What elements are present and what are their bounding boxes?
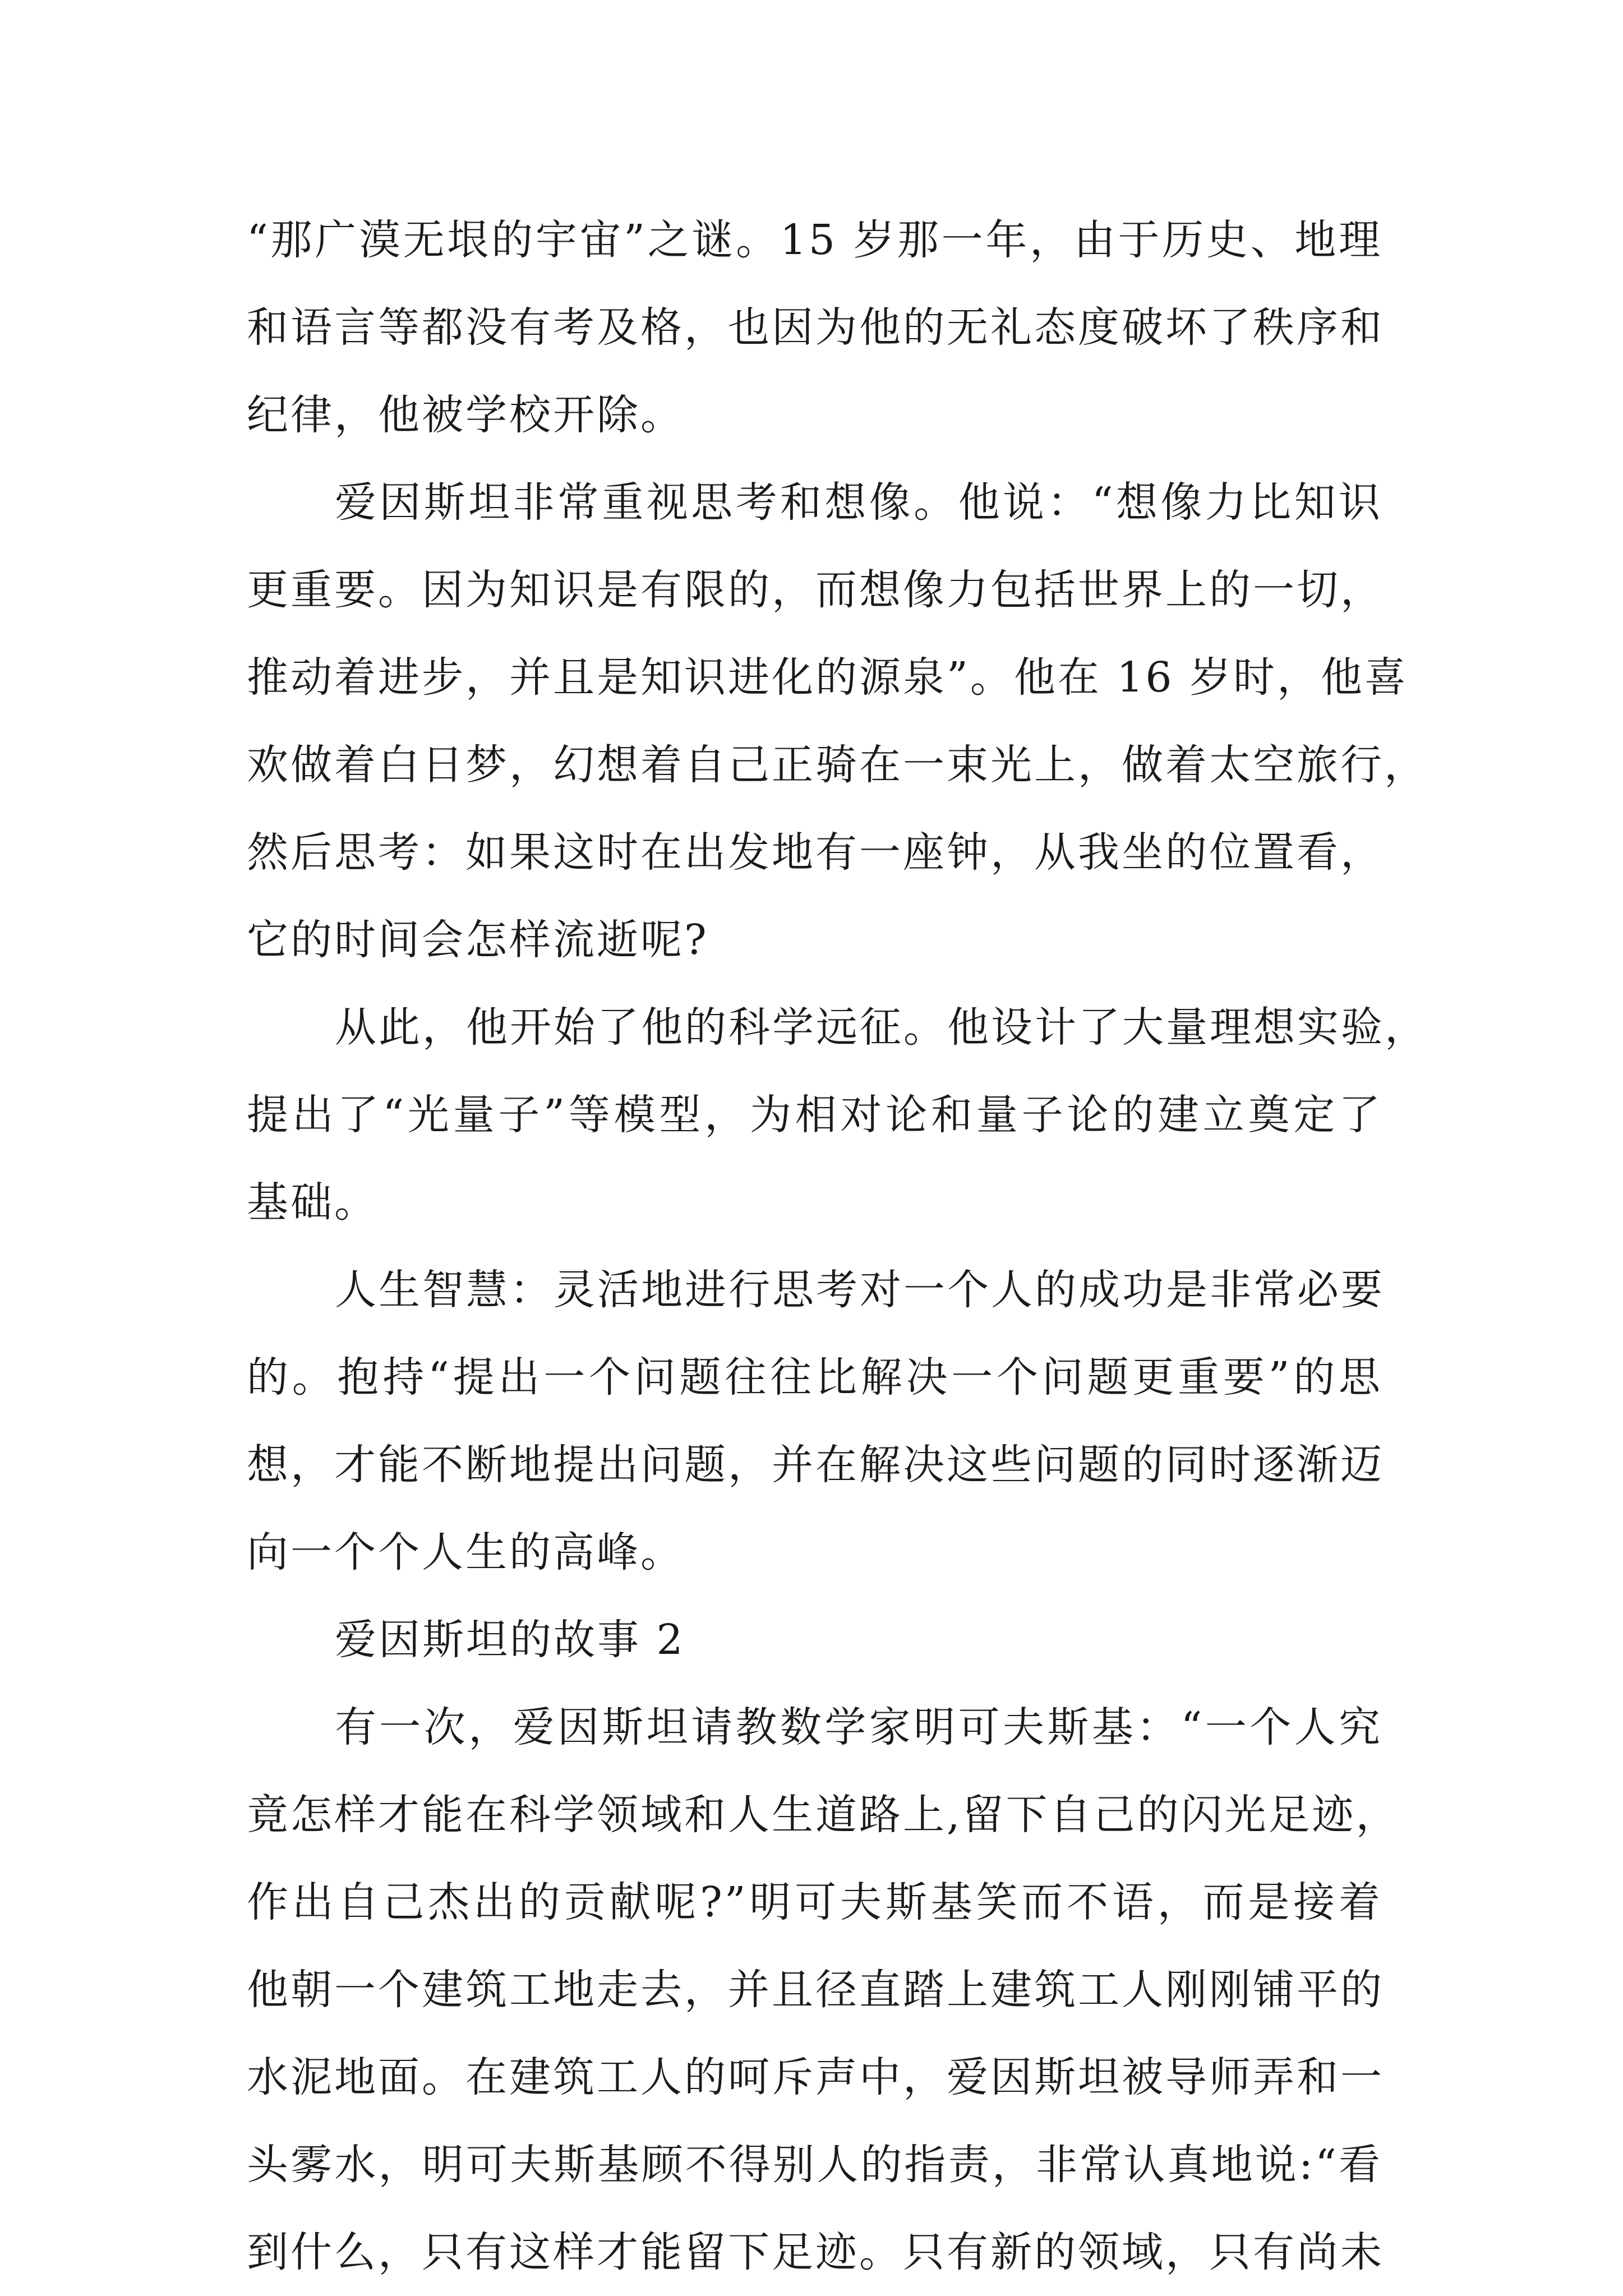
text-line: 基础。 <box>247 1178 378 1227</box>
text-line: 欢做着白日梦，幻想着自己正骑在一束光上，做着太空旅行， <box>247 741 1428 789</box>
paragraph-first-line: 有一次，爱因斯坦请教数学家明可夫斯基：“一个人究 <box>335 1703 1382 1751</box>
text-line: 更重要。因为知识是有限的，而想像力包括世界上的一切， <box>247 566 1384 614</box>
text-line: 向一个个人生的高峰。 <box>247 1528 684 1576</box>
paragraph-first-line: 爱因斯坦非常重视思考和想像。他说：“想像力比知识 <box>335 478 1382 527</box>
document-body <box>247 196 1428 2296</box>
text-line: 水泥地面。在建筑工人的呵斥声中，爱因斯坦被导师弄和一 <box>247 2053 1384 2101</box>
text-line: 他朝一个建筑工地走去，并且径直踏上建筑工人刚刚铺平的 <box>247 1966 1384 2014</box>
text-line: 想，才能不断地提出问题，并在解决这些问题的同时逐渐迈 <box>247 1441 1384 1489</box>
text-line: 头雾水，明可夫斯基顾不得别人的指责，非常认真地说:“看 <box>247 2141 1382 2189</box>
text-line: 作出自己杰出的贡献呢?”明可夫斯基笑而不语，而是接着 <box>247 1878 1382 1926</box>
text-line: 竟怎样才能在科学领域和人生道路上,留下自己的闪光足迹， <box>247 1791 1400 1839</box>
text-line: 的。抱持“提出一个问题往往比解决一个问题更重要”的思 <box>247 1353 1382 1401</box>
text-line: 提出了“光量子”等模型，为相对论和量子论的建立奠定了 <box>247 1091 1382 1139</box>
text-line: 纪律，他被学校开除。 <box>247 391 684 439</box>
paragraph-first-line: 从此，他开始了他的科学远征。他设计了大量理想实验， <box>335 1003 1428 1052</box>
text-line: 到什么，只有这样才能留下足迹。只有新的领域，只有尚未 <box>247 2228 1384 2276</box>
section-heading: 爱因斯坦的故事 2 <box>335 1616 685 1664</box>
text-line: 然后思考：如果这时在出发地有一座钟，从我坐的位置看， <box>247 828 1384 877</box>
text-line: 和语言等都没有考及格，也因为他的无礼态度破坏了秩序和 <box>247 303 1384 352</box>
paragraph-first-line: 人生智慧：灵活地进行思考对一个人的成功是非常必要 <box>335 1266 1385 1314</box>
text-line: 推动着进步，并且是知识进化的源泉”。他在 16 岁时，他喜 <box>247 653 1409 702</box>
text-line: 它的时间会怎样流逝呢? <box>247 916 709 964</box>
text-line: “那广漠无垠的宇宙”之谜。15 岁那一年，由于历史、地理 <box>247 216 1382 264</box>
